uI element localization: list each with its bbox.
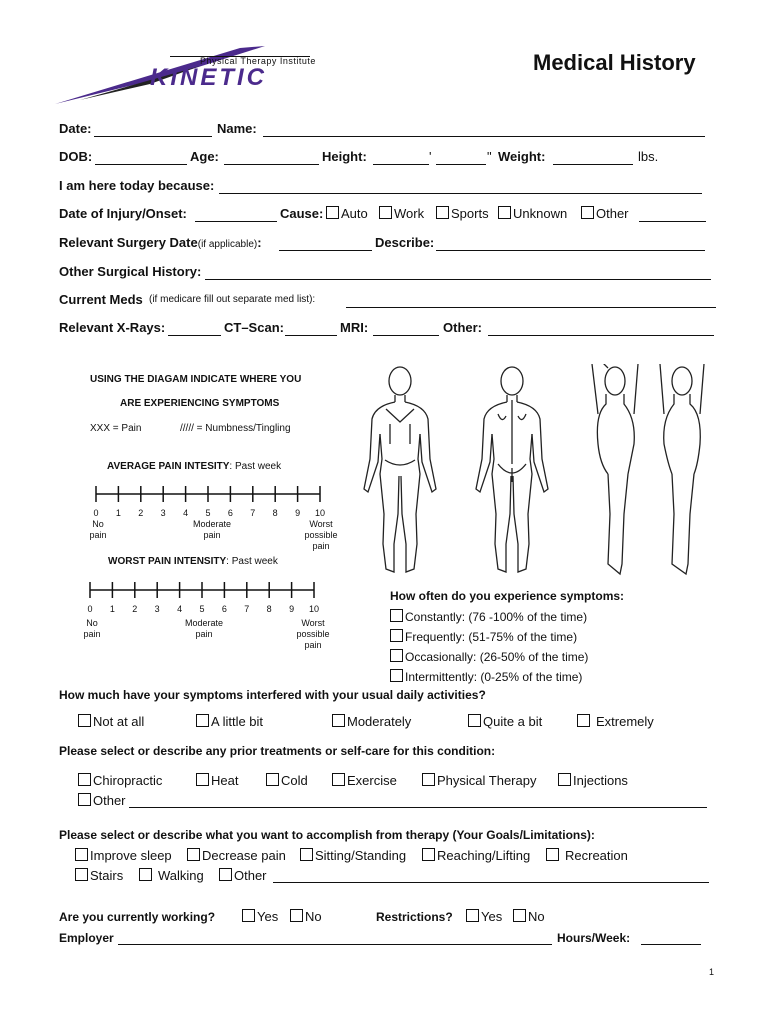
goal-reaching-lifting[interactable]: [422, 848, 530, 863]
checkbox[interactable]: [78, 714, 91, 727]
scale-number-2[interactable]: 2: [138, 508, 144, 518]
option-label: Exercise: [347, 773, 397, 788]
cause-label: Cause:: [280, 206, 324, 221]
numbness-key: ///// = Numbness/Tingling: [180, 423, 291, 434]
date-field[interactable]: [94, 122, 212, 137]
checkbox[interactable]: [219, 868, 232, 881]
freq-frequently[interactable]: [390, 629, 577, 644]
option-label: A little bit: [211, 714, 264, 729]
diagram-instruction-1: USING THE DIAGAM INDICATE WHERE YOU: [90, 374, 302, 385]
checkbox[interactable]: [466, 909, 479, 922]
height-inch-field[interactable]: [436, 150, 486, 165]
height-label: Height:: [322, 149, 367, 164]
label-line: pain: [89, 530, 107, 540]
label-line: Worst: [301, 618, 325, 628]
scale-number-9[interactable]: 9: [289, 604, 295, 614]
cause-other-field[interactable]: [639, 207, 706, 222]
label-line: possible: [304, 530, 338, 540]
other-field[interactable]: [488, 321, 714, 336]
meds-label: Current Meds: [59, 292, 143, 307]
height-feet-field[interactable]: [373, 150, 429, 165]
checkbox[interactable]: [581, 206, 594, 219]
option-label: Unknown: [513, 206, 568, 221]
treatment-other[interactable]: [78, 793, 126, 808]
surgery-field[interactable]: [279, 236, 372, 251]
scale-number-9[interactable]: 9: [295, 508, 301, 518]
checkbox[interactable]: [390, 609, 403, 622]
row-surgery: [0, 232, 770, 254]
surgery-label: [59, 232, 262, 256]
injury-field[interactable]: [195, 207, 277, 222]
row-dob: [0, 146, 770, 168]
scale-number-5[interactable]: 5: [205, 508, 211, 518]
describe-field[interactable]: [436, 236, 705, 251]
scale-number-0[interactable]: 0: [87, 604, 93, 614]
logo-text: KINETIC: [150, 64, 267, 91]
checkbox[interactable]: [546, 848, 559, 861]
option-label: Yes: [481, 909, 503, 924]
hours-field[interactable]: [641, 930, 701, 945]
label-line: pain: [83, 629, 101, 639]
checkbox[interactable]: [75, 868, 88, 881]
scale-number-6[interactable]: 6: [227, 508, 233, 518]
checkbox[interactable]: [468, 714, 481, 727]
other-surgical-field[interactable]: [205, 265, 711, 280]
option-label: Frequently: (51-75% of the time): [405, 630, 578, 644]
cause-work[interactable]: [379, 203, 424, 225]
avg-worst: [296, 519, 346, 552]
other-surgical-label: Other Surgical History:: [59, 264, 202, 279]
treatment-heat[interactable]: [196, 773, 238, 788]
goal-other-field[interactable]: [273, 868, 709, 883]
checkbox[interactable]: [390, 669, 403, 682]
avg-moderate: [182, 519, 242, 541]
checkbox[interactable]: [78, 793, 91, 806]
ct-field[interactable]: [285, 321, 337, 336]
option-label: Physical Therapy: [437, 773, 537, 788]
reason-field[interactable]: [219, 179, 702, 194]
option-label: No: [305, 909, 322, 924]
checkbox[interactable]: [266, 773, 279, 786]
scale-number-10[interactable]: 10: [308, 604, 319, 614]
label-line: No: [92, 519, 104, 529]
scale-number-3[interactable]: 3: [154, 604, 160, 614]
reason-label: I am here today because:: [59, 178, 215, 193]
treatment-physical-therapy[interactable]: [422, 773, 536, 788]
cause-sports[interactable]: [436, 203, 489, 225]
option-label: Sitting/Standing: [315, 848, 407, 863]
option-label: Yes: [257, 909, 279, 924]
freq-constantly[interactable]: [390, 609, 587, 624]
label-line: Moderate: [192, 519, 232, 529]
scale-number-5[interactable]: 5: [199, 604, 205, 614]
worst-moderate: [174, 618, 234, 640]
average-pain-scale[interactable]: [89, 482, 338, 552]
label-line: pain: [312, 541, 330, 551]
inch-mark: ": [487, 149, 492, 164]
avg-pain-label: [107, 461, 281, 472]
label-line: pain: [203, 530, 221, 540]
option-label: Cold: [281, 773, 308, 788]
scale-number-0[interactable]: 0: [93, 508, 99, 518]
treatment-injections[interactable]: [558, 773, 628, 788]
restrictions-yes[interactable]: [466, 909, 502, 924]
working-yes[interactable]: [242, 909, 278, 924]
label-line: Worst: [309, 519, 333, 529]
meds-note: (if medicare fill out separate med list):: [149, 294, 316, 305]
surgery-colon: :: [257, 235, 262, 250]
feet-mark: ': [429, 149, 432, 164]
checkbox[interactable]: [300, 848, 313, 861]
injury-label: Date of Injury/Onset:: [59, 206, 187, 221]
goal-sitting-standing[interactable]: [300, 848, 406, 863]
xrays-label: Relevant X-Rays:: [59, 320, 166, 335]
mri-field[interactable]: [373, 321, 439, 336]
goal-walking[interactable]: [139, 868, 204, 883]
working-question: Are you currently working?: [59, 910, 216, 924]
row-meds: [0, 289, 770, 311]
other-label: Other:: [443, 320, 482, 335]
treatment-chiropractic[interactable]: [78, 773, 162, 788]
option-label: Extremely: [596, 714, 654, 729]
frequency-question: How often do you experience symptoms:: [390, 589, 625, 603]
avg-no-pain: [84, 519, 112, 541]
checkbox[interactable]: [75, 848, 88, 861]
goal-decrease-pain[interactable]: [187, 848, 286, 863]
scale-number-2[interactable]: 2: [132, 604, 138, 614]
working-no[interactable]: [290, 909, 322, 924]
option-label: Occasionally: (26-50% of the time): [405, 650, 589, 664]
option-label: Intermittently: (0-25% of the time): [405, 670, 583, 684]
option-label: Chiropractic: [93, 773, 163, 788]
date-label: Date:: [59, 121, 92, 136]
option-label: Other: [234, 868, 267, 883]
row-reason: [0, 175, 770, 197]
goal-recreation[interactable]: [546, 848, 628, 863]
option-label: Stairs: [90, 868, 124, 883]
interference-not-at-all[interactable]: [78, 714, 144, 729]
scale-number-1[interactable]: 1: [115, 508, 121, 518]
name-field[interactable]: [263, 122, 705, 137]
age-field[interactable]: [224, 150, 319, 165]
checkbox[interactable]: [290, 909, 303, 922]
option-label: Auto: [341, 206, 368, 221]
option-label: Reaching/Lifting: [437, 848, 531, 863]
cause-other[interactable]: [581, 203, 629, 225]
row-imaging: [0, 317, 770, 339]
interference-question: How much have your symptoms interfered with your usual daily activities?: [59, 688, 486, 702]
body-front-icon: [364, 367, 436, 572]
cause-auto[interactable]: [326, 203, 368, 225]
checkbox[interactable]: [139, 868, 152, 881]
scale-number-7[interactable]: 7: [250, 508, 256, 518]
worst-scale-ruler: [84, 578, 324, 604]
pain-key: XXX = Pain: [90, 423, 142, 434]
treatment-cold[interactable]: [266, 773, 308, 788]
option-label: Other: [596, 206, 629, 221]
option-label: Constantly: (76 -100% of the time): [405, 610, 588, 624]
avg-pain-note: : Past week: [229, 461, 282, 472]
checkbox[interactable]: [577, 714, 590, 727]
checkbox[interactable]: [422, 773, 435, 786]
goal-other[interactable]: [219, 868, 267, 883]
cause-unknown[interactable]: [498, 203, 567, 225]
lbs-label: lbs.: [638, 149, 659, 164]
checkbox[interactable]: [332, 773, 345, 786]
label-line: pain: [304, 640, 322, 650]
treatments-question: Please select or describe any prior treatments or self-care for this condition:: [59, 744, 496, 758]
surgery-note: (if applicable): [197, 239, 258, 250]
worst-no-pain: [78, 618, 106, 640]
checkbox[interactable]: [390, 649, 403, 662]
option-label: Decrease pain: [202, 848, 286, 863]
checkbox[interactable]: [390, 629, 403, 642]
page-number: 1: [709, 967, 715, 977]
checkbox[interactable]: [196, 714, 209, 727]
row-date-name: [0, 118, 770, 140]
option-label: Work: [394, 206, 425, 221]
diagram-instruction-2: ARE EXPERIENCING SYMPTOMS: [120, 398, 280, 409]
freq-intermittently[interactable]: [390, 669, 582, 684]
body-back-icon: [476, 367, 548, 572]
scale-number-8[interactable]: 8: [272, 508, 278, 518]
worst-pain-scale[interactable]: [83, 578, 330, 650]
label-line: No: [86, 618, 98, 628]
logo: [50, 40, 320, 110]
interference-moderately[interactable]: [332, 714, 411, 729]
checkbox[interactable]: [436, 206, 449, 219]
checkbox[interactable]: [242, 909, 255, 922]
name-label: Name:: [217, 121, 257, 136]
scale-number-3[interactable]: 3: [160, 508, 166, 518]
age-label: Age:: [190, 149, 219, 164]
goals-question: Please select or describe what you want to accomplish from therapy (Your Goals/Limitations):: [59, 828, 595, 842]
scale-number-4[interactable]: 4: [177, 604, 183, 614]
restrictions-question: Restrictions?: [376, 910, 453, 924]
meds-field[interactable]: [346, 293, 716, 308]
row-injury: [0, 203, 770, 225]
treatment-other-field[interactable]: [129, 793, 707, 808]
option-label: Improve sleep: [90, 848, 172, 863]
option-label: Sports: [451, 206, 489, 221]
option-label: Injections: [573, 773, 628, 788]
row-other-surgical: [0, 261, 770, 283]
label-line: possible: [296, 629, 330, 639]
checkbox[interactable]: [187, 848, 200, 861]
body-side-left-icon: [592, 364, 638, 574]
interference-quite[interactable]: [468, 714, 542, 729]
option-label: Not at all: [93, 714, 145, 729]
label-line: pain: [195, 629, 213, 639]
freq-occasionally[interactable]: [390, 649, 588, 664]
weight-field[interactable]: [553, 150, 633, 165]
label-line: Moderate: [184, 618, 224, 628]
scale-number-1[interactable]: 1: [109, 604, 115, 614]
interference-little[interactable]: [196, 714, 263, 729]
body-diagram[interactable]: [350, 364, 710, 586]
dob-field[interactable]: [95, 150, 187, 165]
option-label: Moderately: [347, 714, 412, 729]
option-label: Quite a bit: [483, 714, 543, 729]
xrays-field[interactable]: [168, 321, 221, 336]
worst-pain-note: : Past week: [226, 556, 278, 567]
treatment-exercise[interactable]: [332, 773, 397, 788]
checkbox[interactable]: [78, 773, 91, 786]
scale-number-7[interactable]: 7: [244, 604, 250, 614]
surgery-text: Relevant Surgery Date: [59, 235, 198, 250]
checkbox[interactable]: [422, 848, 435, 861]
average-scale-ruler: [90, 482, 330, 508]
employer-field[interactable]: [118, 930, 552, 945]
employer-label: Employer: [59, 931, 114, 945]
checkbox[interactable]: [196, 773, 209, 786]
scale-number-8[interactable]: 8: [266, 604, 272, 614]
institute-name: Physical Therapy Institute: [200, 56, 316, 66]
avg-pain-title: AVERAGE PAIN INTESITY: [107, 461, 230, 472]
scale-number-6[interactable]: 6: [221, 604, 227, 614]
worst-pain-title: WORST PAIN INTENSITY: [108, 556, 227, 567]
checkbox[interactable]: [558, 773, 571, 786]
dob-label: DOB:: [59, 149, 93, 164]
restrictions-no[interactable]: [513, 909, 545, 924]
goal-stairs[interactable]: [75, 868, 123, 883]
body-side-right-icon: [660, 364, 704, 574]
option-label: No: [528, 909, 545, 924]
option-label: Walking: [158, 868, 204, 883]
checkbox[interactable]: [498, 206, 511, 219]
page-title: Medical History: [533, 50, 696, 75]
worst-worst: [288, 618, 338, 651]
option-label: Other: [93, 793, 126, 808]
ct-label: CT–Scan:: [224, 320, 284, 335]
goal-improve-sleep[interactable]: [75, 848, 172, 863]
option-label: Recreation: [565, 848, 628, 863]
option-label: Heat: [211, 773, 239, 788]
worst-pain-label: [108, 556, 278, 567]
checkbox[interactable]: [513, 909, 526, 922]
checkbox[interactable]: [379, 206, 392, 219]
scale-number-4[interactable]: 4: [183, 508, 189, 518]
describe-label: Describe:: [375, 235, 435, 250]
hours-label: Hours/Week:: [557, 931, 631, 945]
weight-label: Weight:: [498, 149, 546, 164]
scale-number-10[interactable]: 10: [314, 508, 325, 518]
checkbox[interactable]: [326, 206, 339, 219]
interference-extremely[interactable]: [577, 714, 654, 729]
mri-label: MRI:: [340, 320, 369, 335]
checkbox[interactable]: [332, 714, 345, 727]
